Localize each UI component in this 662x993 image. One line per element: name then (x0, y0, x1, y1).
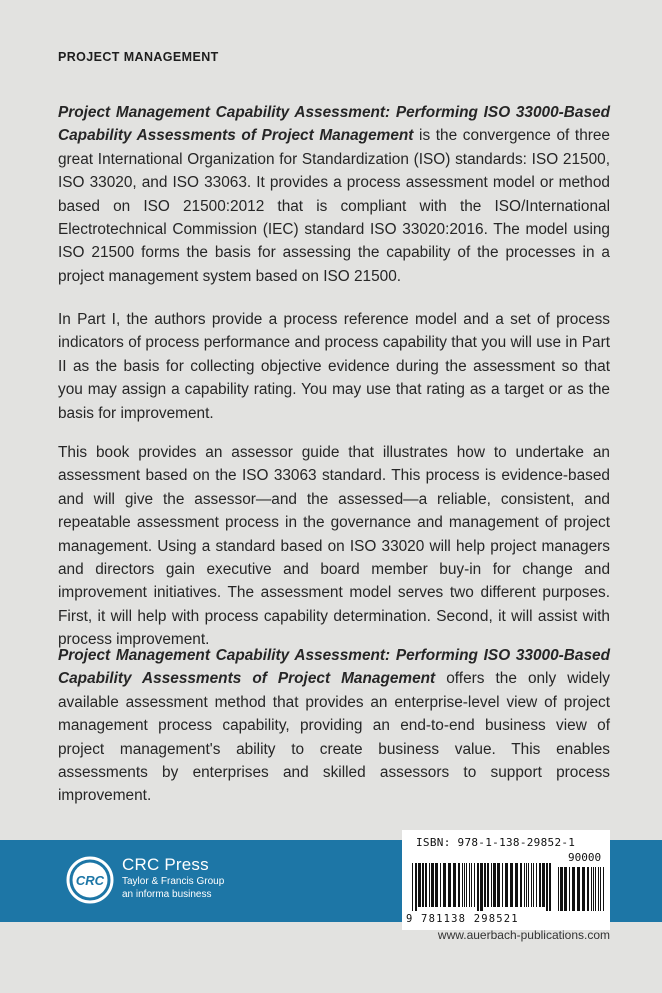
barcode-bar (603, 867, 604, 911)
barcode-bar (577, 867, 580, 911)
barcode-bar (440, 863, 441, 907)
description-paragraph-4 (58, 644, 610, 808)
barcode-digits: 9 781138 298521 (406, 913, 519, 925)
book-title-emphasis: Project Management Capability Assessment: Performing ISO 33000-Based Capability Assessments of Project Management (58, 104, 610, 145)
barcode-bar (431, 863, 434, 907)
barcode-bar (502, 863, 503, 907)
barcode-bar (491, 863, 492, 907)
barcode-bar (412, 863, 413, 911)
barcode-bar (422, 863, 424, 907)
barcode-bar (484, 863, 486, 907)
publisher-website: www.auerbach-publications.com (437, 928, 610, 942)
barcode-bar (429, 863, 430, 907)
barcode-bar (569, 867, 570, 911)
barcode-bar (425, 863, 427, 907)
book-title-emphasis: Project Management Capability Assessment: Performing ISO 33000-Based Capability Assessments of Project Management (58, 647, 610, 688)
barcode-bars-icon (410, 863, 606, 911)
barcode-bar (531, 863, 532, 907)
barcode-box (402, 830, 610, 930)
barcode-bar (549, 863, 551, 911)
barcode-bar (477, 863, 479, 911)
barcode-bar (593, 867, 594, 911)
barcode-bar (458, 863, 460, 907)
barcode-bar (415, 863, 417, 911)
barcode-bar (536, 863, 537, 907)
barcode-bar (542, 863, 545, 907)
barcode-bar (524, 863, 525, 907)
description-paragraph-1 (58, 101, 610, 288)
barcode-bar (587, 867, 589, 911)
publisher-tagline: an informa business (122, 889, 212, 900)
barcode-bar (582, 867, 585, 911)
barcode-bar (560, 867, 563, 911)
barcode-bar (533, 863, 534, 907)
crc-logo-icon (66, 856, 114, 904)
barcode-bar (435, 863, 438, 907)
barcode-bar (539, 863, 541, 907)
description-paragraph-2: In Part I, the authors provide a process reference model and a set of process indicators of process performance and process capability that you will use in Part II as the basis for collecting objective evidence during the assessment so that you may assign a capability rating. You may use that rating as a target or as the basis for improvement. (58, 311, 610, 422)
barcode-bar (600, 867, 601, 911)
barcode-bar (528, 863, 529, 907)
barcode-bar (526, 863, 527, 907)
barcode-bar (510, 863, 513, 907)
category-label: PROJECT MANAGEMENT (58, 50, 219, 64)
barcode-bar (564, 867, 567, 911)
barcode-bar (493, 863, 496, 907)
barcode-bar (572, 867, 575, 911)
barcode-bar (558, 867, 559, 911)
paragraph-text: is the convergence of three great International Organization for Standardization (ISO) standards: ISO 21500, ISO 33020, and ISO 33063. It provides a process assessment model or method based on ISO 21500:2012 that is compliant with the ISO/International Electrotechnical Commission (IEC) standard ISO 33020:2016. The model using ISO 21500 forms the basis for assessing the capability of the processes in a project management system based on ISO 21500. (58, 127, 610, 285)
barcode-bar (453, 863, 456, 907)
barcode-bar (474, 863, 475, 907)
barcode-bar (462, 863, 463, 907)
publisher-info (122, 855, 224, 901)
barcode-bar (598, 867, 599, 911)
publisher-name: CRC Press (122, 855, 209, 874)
barcode-bar (487, 863, 489, 907)
barcode-bar (469, 863, 470, 907)
paragraph-text: offers the only widely available assessment method that provides an enterprise-level view of project management process capability, providing an end-to-end business view of project management's ability to create business value. This enables assessments by enterprises and skilled assessors to support process improvement. (58, 670, 610, 805)
barcode-bar (480, 863, 483, 911)
barcode-bar (595, 867, 596, 911)
description-paragraph-3: This book provides an assessor guide that illustrates how to undertake an assessment based on the ISO 33063 standard. This process is evidence-based and will give the assessor—and the assessed—a reliable, consistent, and repeatable assessment process in the governance and management of project management. Using a standard based on ISO 33020 will help project managers and directors gain executive and board member buy-in for change and improvement initiatives. The assessment model serves two different purposes. First, it will help with process capability determination. Second, it will assist with process improvement. (58, 444, 610, 649)
barcode-bar (546, 863, 548, 911)
price-code: 90000 (568, 851, 602, 864)
publisher-group: Taylor & Francis Group (122, 876, 225, 887)
barcode-bar (464, 863, 465, 907)
barcode-bar (505, 863, 508, 907)
logo-text: CRC (75, 873, 105, 888)
barcode-bar (497, 863, 500, 907)
barcode-bar (418, 863, 421, 907)
barcode-bar (520, 863, 522, 907)
isbn-label: ISBN: 978-1-138-29852-1 (416, 836, 576, 849)
barcode-bar (443, 863, 446, 907)
barcode-bar (591, 867, 592, 911)
barcode-bar (515, 863, 518, 907)
barcode-bar (471, 863, 472, 907)
barcode-bar (448, 863, 451, 907)
barcode-bar (466, 863, 467, 907)
